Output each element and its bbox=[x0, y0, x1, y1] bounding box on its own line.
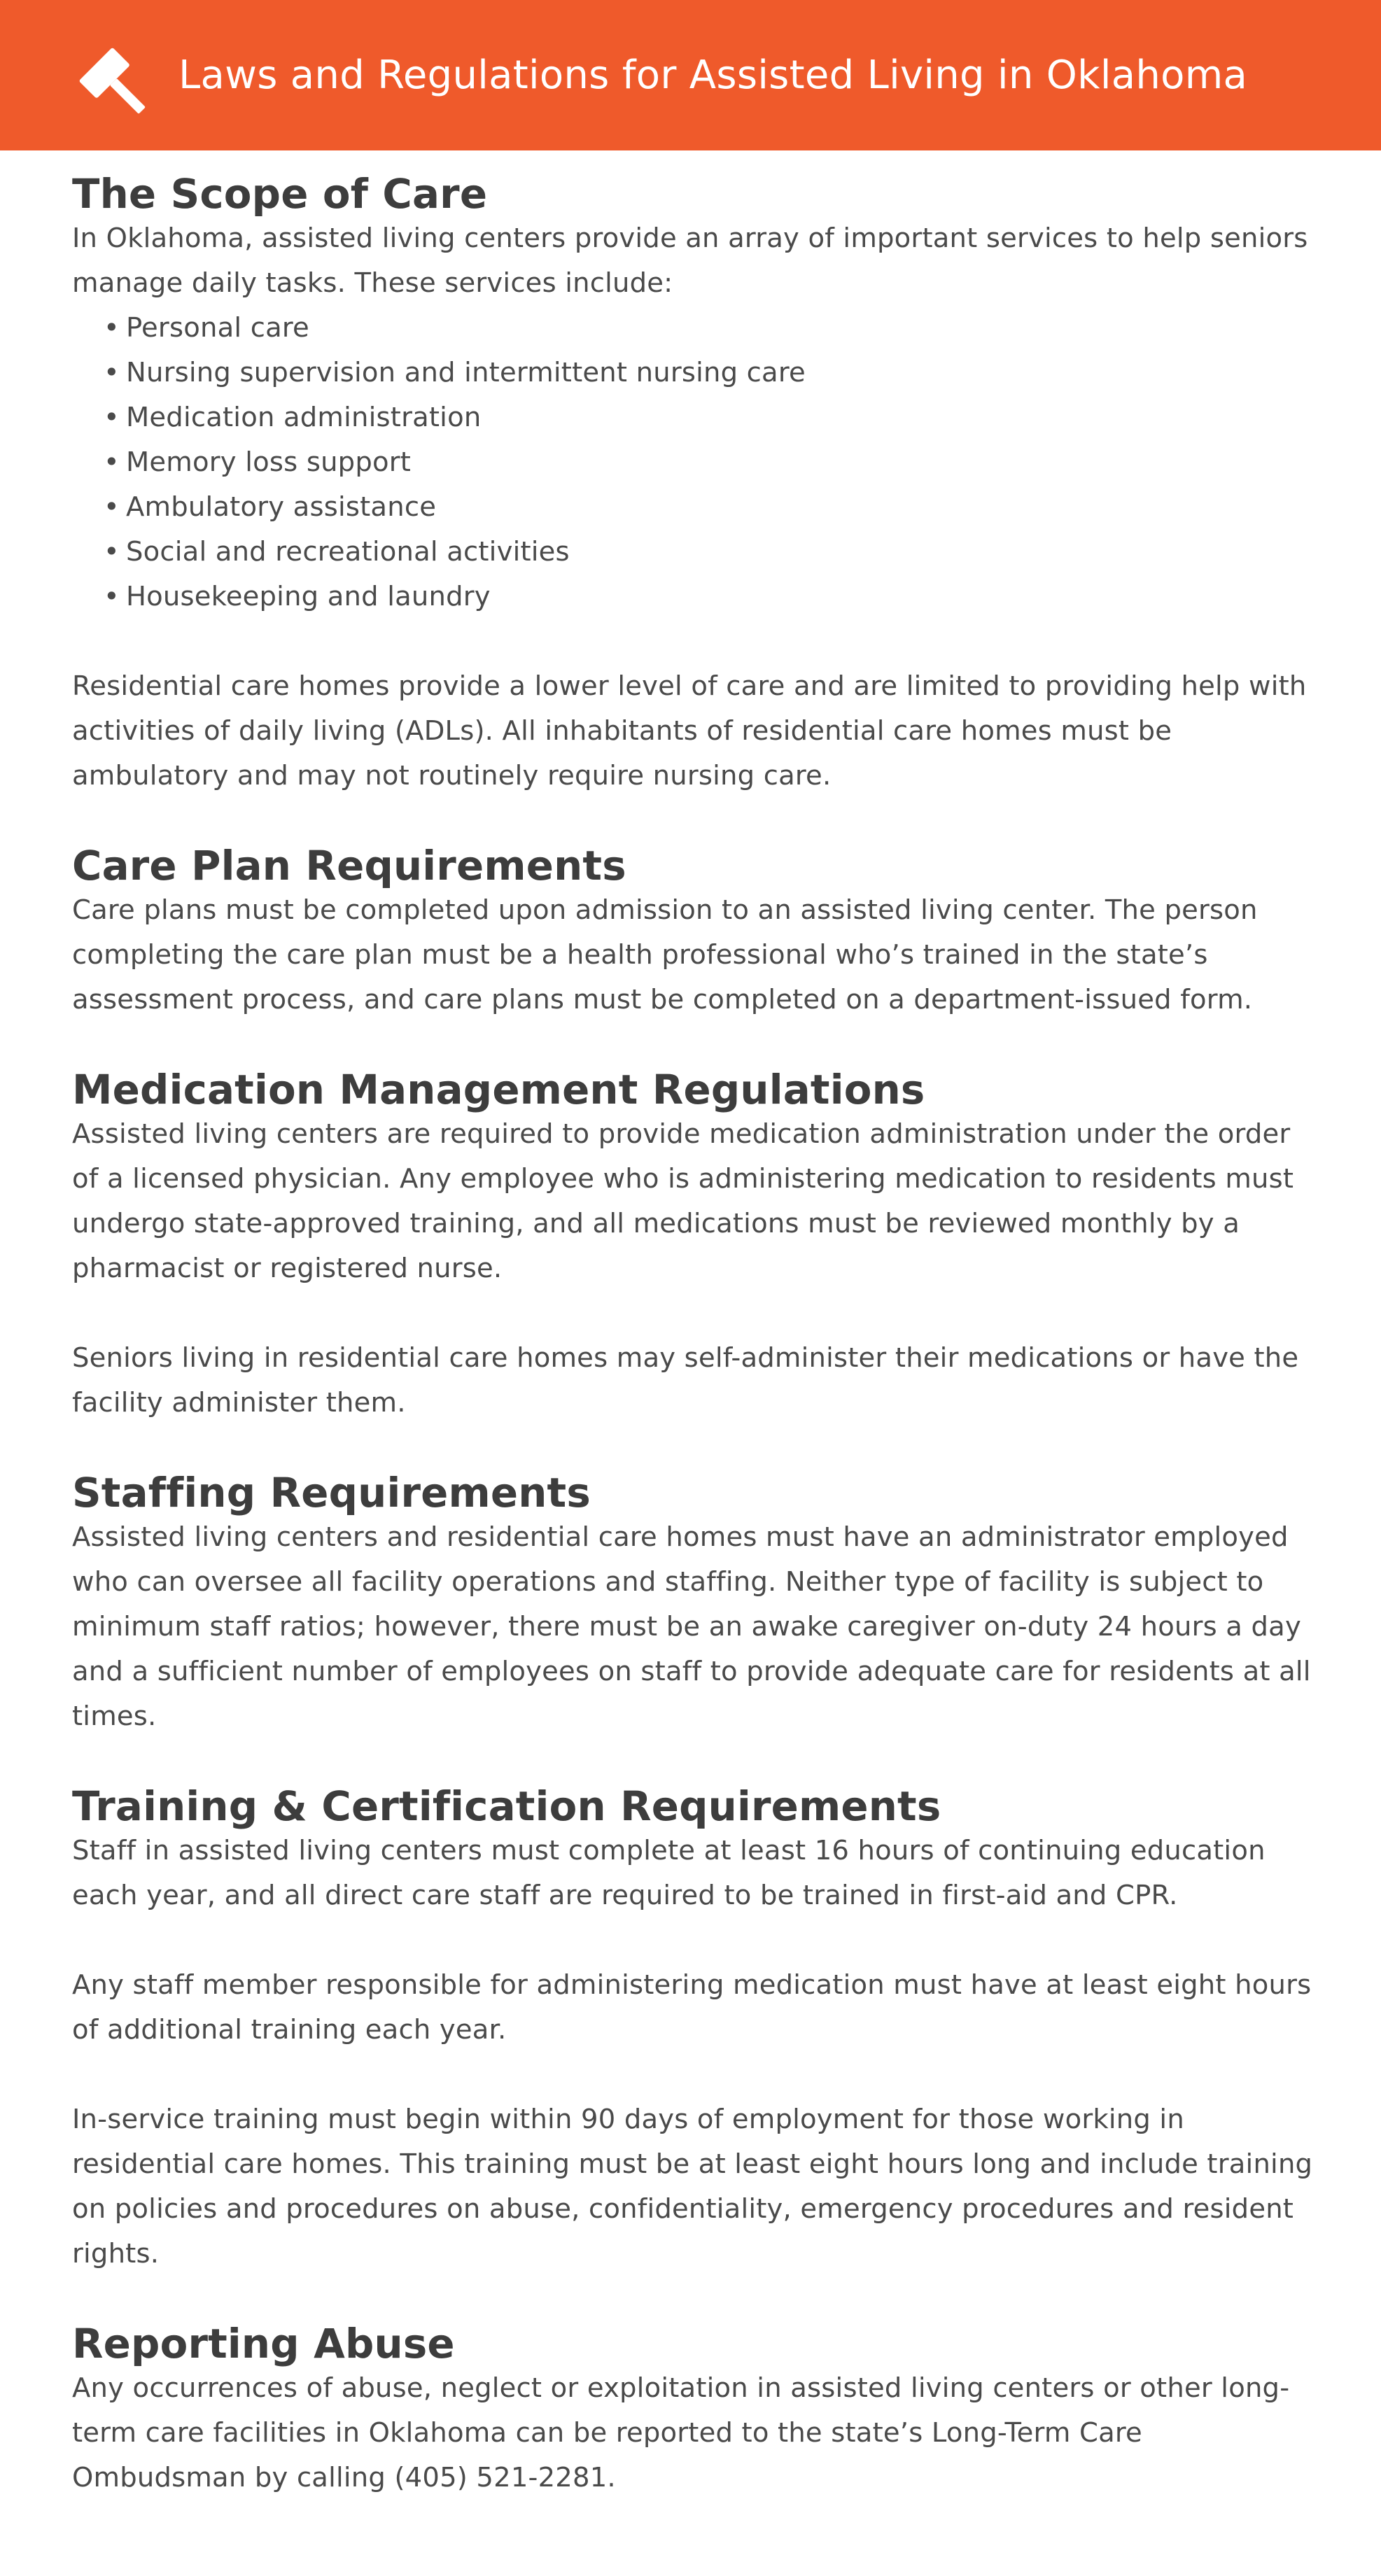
list-item: • Medication administration bbox=[104, 402, 482, 433]
services-list bbox=[72, 306, 1318, 619]
medication-paragraph-2: Seniors living in residential care homes may self-administer their medications or have the facility administer them. bbox=[72, 1342, 1299, 1419]
list-item: • Ambulatory assistance bbox=[104, 491, 437, 523]
list-item: • Housekeeping and laundry bbox=[104, 581, 491, 612]
section-heading-staffing: Staffing Requirements bbox=[72, 1469, 591, 1516]
staffing-paragraph: Assisted living centers and residential care homes must have an administrator employed who can oversee all facility operations and staffing. Neither type of facility is subject to minimum staff ratios; however, there must be an awake caregiver on-duty 24 hours a day and a sufficient number of employees on staff to provide adequate care for residents at all times. bbox=[72, 1521, 1311, 1732]
list-item: • Nursing supervision and intermittent nursing care bbox=[104, 357, 806, 388]
residential-care-paragraph: Residential care homes provide a lower level of care and are limited to providing help with activities of daily living (ADLs). All inhabitants of residential care homes must be ambulatory and may not routinely require nursing care. bbox=[72, 670, 1307, 791]
section-heading-abuse: Reporting Abuse bbox=[72, 2320, 455, 2367]
training-paragraph: Staff in assisted living centers must complete at least 16 hours of continuing education each year, and all direct care staff are required to be trained in first-aid and CPR. bbox=[72, 1835, 1266, 1911]
scope-intro: In Oklahoma, assisted living centers provide an array of important services to help seniors manage daily tasks. These services include: bbox=[72, 223, 1308, 299]
article-body bbox=[72, 171, 1318, 2500]
gavel-icon bbox=[70, 38, 157, 126]
section-heading-training: Training & Certification Requirements bbox=[72, 1782, 941, 1830]
training-paragraph-3: In-service training must begin within 90 days of employment for those working in residential care homes. This training must be at least eight hours long and include training on policies and procedures on abuse, confidentiality, emergency procedures and resident rights. bbox=[72, 2104, 1313, 2269]
list-item: • Social and recreational activities bbox=[104, 536, 570, 568]
abuse-paragraph: Any occurrences of abuse, neglect or exploitation in assisted living centers or other long-term care facilities in Oklahoma can be reported to the state’s Long-Term Care Ombudsman by calling (405) 521-2281. bbox=[72, 2372, 1290, 2493]
list-item: • Personal care bbox=[104, 312, 309, 344]
page-title: Laws and Regulations for Assisted Living in Oklahoma bbox=[178, 52, 1248, 98]
medication-paragraph: Assisted living centers are required to provide medication administration under the order of a licensed physician. Any employee who is administering medication to residents must undergo state-approved training, and all medications must be reviewed monthly by a pharmacist or registered nurse. bbox=[72, 1118, 1294, 1284]
section-heading-scope: The Scope of Care bbox=[72, 170, 488, 218]
list-item: • Memory loss support bbox=[104, 446, 412, 478]
care-plan-paragraph: Care plans must be completed upon admission to an assisted living center. The person completing the care plan must be a health professional who’s trained in the state’s assessment process, and care plans must be completed on a department-issued form. bbox=[72, 894, 1258, 1015]
page-header bbox=[0, 0, 1381, 150]
section-heading-care-plan: Care Plan Requirements bbox=[72, 842, 626, 889]
section-heading-medication: Medication Management Regulations bbox=[72, 1066, 925, 1113]
training-paragraph-2: Any staff member responsible for administering medication must have at least eight hours of additional training each year. bbox=[72, 1969, 1312, 2046]
